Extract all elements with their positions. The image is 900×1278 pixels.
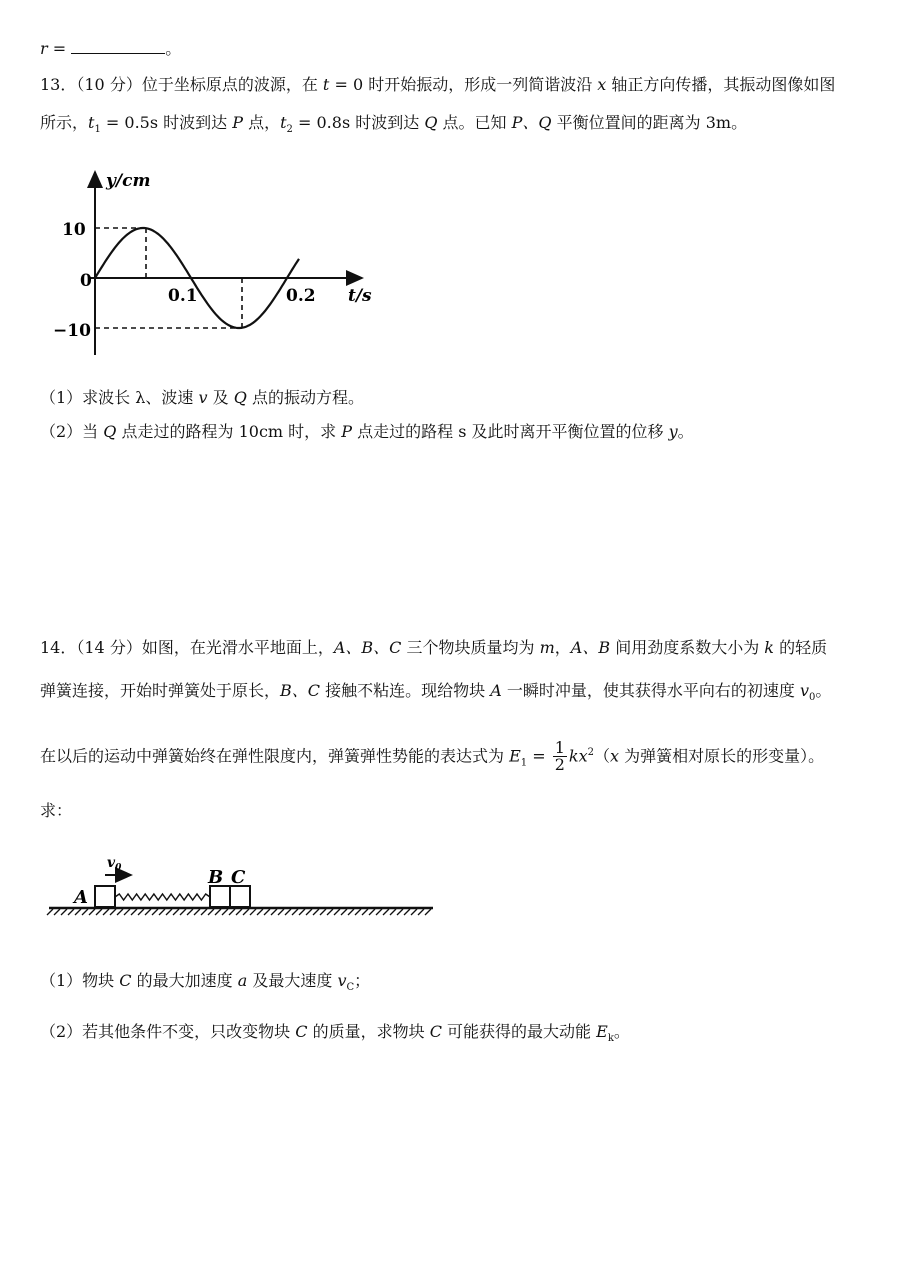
hatch-mark — [327, 909, 333, 915]
q13-text: 所示， — [40, 113, 89, 132]
hatch-mark — [187, 909, 193, 915]
hatch-mark — [124, 909, 130, 915]
hatch-mark — [292, 909, 298, 915]
hatch-mark — [96, 909, 102, 915]
c-symbol: C — [429, 1022, 442, 1041]
q13-text: = 0.5s 时波到达 — [100, 113, 233, 132]
q13-text: 。 — [677, 422, 694, 441]
q13-text: = 0.8s 时波到达 — [292, 113, 425, 132]
bc-symbols: B、C — [280, 681, 321, 700]
hatch-mark — [250, 909, 256, 915]
hatch-mark — [47, 909, 53, 915]
y-axis-label: y/cm — [106, 171, 151, 191]
ek-subscript: k — [607, 1033, 614, 1045]
p-symbol: P — [232, 113, 244, 132]
equals: = — [527, 746, 551, 766]
hatch-mark — [208, 909, 214, 915]
c-symbol: C — [295, 1022, 308, 1041]
hatch-mark — [201, 909, 207, 915]
hatch-mark — [397, 909, 403, 915]
label-a: A — [74, 887, 88, 908]
answer-line-r — [40, 38, 181, 60]
label-b: B — [208, 867, 224, 888]
q14-text: ； — [354, 971, 371, 990]
ek-symbol: E — [596, 1022, 608, 1041]
fraction-denominator: 2 — [554, 755, 565, 775]
y-tick-neg10: −10 — [53, 321, 91, 341]
q14-text: 。 — [613, 1022, 630, 1041]
q13-score: （10 分） — [76, 75, 142, 94]
hatch-mark — [138, 909, 144, 915]
answer-blank[interactable] — [71, 39, 165, 54]
q13-text: （1）求波长 λ、波速 — [40, 388, 199, 407]
q13-text: 点， — [243, 113, 281, 132]
q14-number: 14． — [40, 638, 77, 657]
q13-text: 点。已知 — [437, 113, 512, 132]
p-symbol: P — [341, 422, 353, 441]
hatch-mark — [89, 909, 95, 915]
hatch-mark — [334, 909, 340, 915]
q14-text: 如图，在光滑水平地面上， — [141, 638, 334, 657]
q-symbol: Q — [233, 388, 247, 407]
q14-text: 的轻质 — [774, 638, 828, 657]
hatch-mark — [145, 909, 151, 915]
hatch-mark — [180, 909, 186, 915]
equals: = — [47, 39, 72, 58]
q13-line1 — [40, 74, 835, 96]
vibration-graph — [50, 160, 390, 365]
q13-sub2 — [40, 421, 694, 443]
y-symbol: y — [668, 422, 678, 441]
q14-text: 间用劲度系数大小为 — [610, 638, 765, 657]
q14-text: 可能获得的最大动能 — [441, 1022, 597, 1041]
hatch-mark — [257, 909, 263, 915]
q14-sub1 — [40, 970, 370, 999]
hatch-mark — [194, 909, 200, 915]
hatch-mark — [362, 909, 368, 915]
label-c: C — [231, 867, 246, 888]
q14-text: （2）若其他条件不变，只改变物块 — [40, 1022, 296, 1041]
hatch-mark — [313, 909, 319, 915]
q14-text: 三个物块质量均为 — [401, 638, 540, 657]
x-axis-label: t/s — [348, 286, 372, 306]
hatch-mark — [159, 909, 165, 915]
x-tick-0.2: 0.2 — [286, 286, 316, 306]
hatch-mark — [271, 909, 277, 915]
abc-symbols: A、B、C — [333, 638, 402, 657]
block-a — [95, 886, 115, 907]
q13-text: 轴正方向传播，其振动图像如图 — [606, 75, 836, 94]
vc-subscript: C — [346, 982, 355, 994]
hatch-mark — [278, 909, 284, 915]
q13-text: 平衡位置间的距离为 3m。 — [551, 113, 748, 132]
q14-text: 的最大加速度 — [131, 971, 238, 990]
period: 。 — [165, 39, 182, 58]
q14-text: 接触不粘连。现给物块 — [320, 681, 491, 700]
hatch-mark — [117, 909, 123, 915]
t1-symbol: t — [88, 113, 95, 132]
block-spring-figure — [45, 845, 440, 925]
hatch-mark — [68, 909, 74, 915]
ab-symbols: A、B — [570, 638, 611, 657]
q14-text: 。 — [815, 681, 832, 700]
q14-line4 — [40, 800, 72, 822]
square-exponent: 2 — [587, 747, 595, 758]
hatch-mark — [306, 909, 312, 915]
t2-symbol: t — [280, 113, 287, 132]
t2-subscript: 2 — [286, 124, 293, 136]
q14-text: 弹簧连接，开始时弹簧处于原长， — [40, 681, 281, 700]
v0-symbol: v — [799, 681, 810, 700]
hatch-mark — [75, 909, 81, 915]
y-tick-0: 0 — [80, 271, 92, 291]
a-accel-symbol: a — [237, 971, 248, 990]
hatch-mark — [229, 909, 235, 915]
q14-text: 为弹簧相对原长的形变量）。 — [619, 746, 825, 766]
v-symbol: v — [198, 388, 208, 407]
t1-subscript: 1 — [94, 124, 101, 136]
x-tick-0.1: 0.1 — [168, 286, 198, 306]
hatch-mark — [285, 909, 291, 915]
t-symbol: t — [322, 75, 330, 94]
q13-text: 点的振动方程。 — [246, 388, 364, 407]
spring — [115, 894, 210, 900]
hatch-mark — [348, 909, 354, 915]
hatch-mark — [54, 909, 60, 915]
hatch-mark — [215, 909, 221, 915]
v0-label: $v_0$ — [107, 855, 122, 873]
q13-text: （2）当 — [40, 422, 104, 441]
fraction-numerator: 1 — [554, 738, 565, 758]
q13-sub1 — [40, 387, 364, 409]
hatch-mark — [82, 909, 88, 915]
q14-score: （14 分） — [76, 638, 142, 657]
e1-symbol: E — [509, 746, 521, 766]
q14-text: 及最大速度 — [247, 971, 338, 990]
q14-text: 在以后的运动中弹簧始终在弹性限度内，弹簧弹性势能的表达式为 — [40, 746, 510, 766]
vc-symbol: v — [337, 971, 347, 990]
q14-text: 一瞬时冲量，使其获得水平向右的初速度 — [501, 681, 800, 700]
hatch-mark — [390, 909, 396, 915]
pq-symbols: P、Q — [511, 113, 552, 132]
hatch-mark — [236, 909, 242, 915]
q14-sub2 — [40, 1021, 630, 1050]
hatch-mark — [243, 909, 249, 915]
hatch-mark — [376, 909, 382, 915]
x-symbol: x — [610, 746, 620, 766]
hatch-mark — [173, 909, 179, 915]
hatch-mark — [166, 909, 172, 915]
kx-symbol: kx — [568, 746, 588, 766]
q14-line1 — [40, 637, 827, 659]
hatch-mark — [418, 909, 424, 915]
hatch-mark — [411, 909, 417, 915]
q14-line2 — [40, 680, 831, 709]
hatch-mark — [110, 909, 116, 915]
hatch-mark — [299, 909, 305, 915]
hatch-mark — [103, 909, 109, 915]
q-symbol: Q — [103, 422, 117, 441]
m-symbol: m — [539, 638, 555, 657]
r-symbol: r — [40, 39, 48, 58]
ground-hatching — [47, 909, 431, 915]
hatch-mark — [131, 909, 137, 915]
q14-line3 — [40, 735, 824, 782]
block-c — [230, 886, 250, 907]
q13-text: 点走过的路程 s 及此时离开平衡位置的位移 — [352, 422, 669, 441]
q14-text: ， — [554, 638, 571, 657]
q13-line2 — [40, 112, 747, 141]
q14-text: 的质量，求物块 — [307, 1022, 430, 1041]
hatch-mark — [264, 909, 270, 915]
k-symbol: k — [764, 638, 774, 657]
q-symbol: Q — [424, 113, 438, 132]
q13-number: 13． — [40, 75, 77, 94]
hatch-mark — [404, 909, 410, 915]
hatch-mark — [222, 909, 228, 915]
hatch-mark — [383, 909, 389, 915]
hatch-mark — [341, 909, 347, 915]
hatch-mark — [152, 909, 158, 915]
v0-subscript: 0 — [809, 692, 816, 704]
x-symbol: x — [597, 75, 607, 94]
block-b — [210, 886, 230, 907]
e1-subscript: 1 — [520, 757, 528, 769]
fraction-one-half — [553, 740, 567, 773]
q13-text: = 0 时开始振动，形成一列简谐波沿 — [329, 75, 598, 94]
hatch-mark — [425, 909, 431, 915]
hatch-mark — [61, 909, 67, 915]
q14-text: （1）物块 — [40, 971, 120, 990]
hatch-mark — [320, 909, 326, 915]
q14-text: 求： — [40, 801, 73, 820]
q13-text: 及 — [207, 388, 234, 407]
hatch-mark — [369, 909, 375, 915]
y-tick-10: 10 — [62, 220, 86, 240]
q14-text: （ — [594, 746, 611, 766]
c-symbol: C — [119, 971, 132, 990]
q13-text: 位于坐标原点的波源，在 — [141, 75, 323, 94]
a-symbol: A — [490, 681, 502, 700]
hatch-mark — [355, 909, 361, 915]
q13-text: 点走过的路程为 10cm 时，求 — [116, 422, 342, 441]
